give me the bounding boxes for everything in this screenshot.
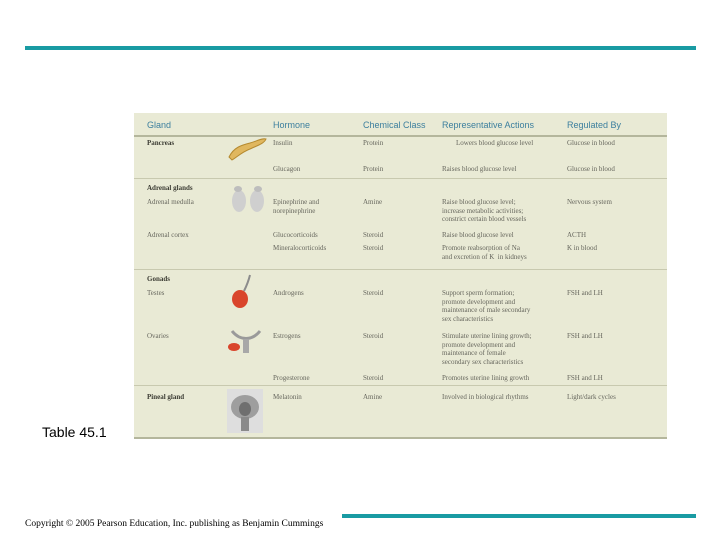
copyright-notice: Copyright © 2005 Pearson Education, Inc. publishing as Benjamin Cummings [25,519,324,529]
group-adrenal-glands: Adrenal glands [147,184,193,192]
regulated-cell: Nervous system [567,198,612,206]
class-cell: Protein [363,139,384,147]
gland-ovaries: Ovaries [147,332,169,340]
regulated-cell: FSH and LH [567,374,603,382]
header-chemical-class: Chemical Class [363,120,426,130]
action-cell: Support sperm formation; promote development and maintenance of male secondary sex characteristics [442,289,531,323]
action-cell: Involved in biological rhythms [442,393,529,401]
action-cell: Promote reabsorption of Na and excretion of K in kidneys [442,244,527,261]
pineal-gland-illustration [227,389,263,433]
action-cell: Stimulate uterine lining growth; promote development and maintenance of female secondary sex characteristics [442,332,532,366]
regulated-cell: FSH and LH [567,332,603,340]
regulated-cell: FSH and LH [567,289,603,297]
table-bottom-rule [134,437,667,439]
gland-adrenal-medulla: Adrenal medulla [147,198,194,206]
ovaries-illustration [226,325,266,359]
header-regulated-by: Regulated By [567,120,622,130]
adrenal-glands-illustration [228,183,268,217]
row-divider [134,269,667,270]
pancreas-illustration [226,133,268,161]
class-cell: Steroid [363,289,384,297]
regulated-cell: Light/dark cycles [567,393,616,401]
hormone-cell: Melatonin [273,393,302,401]
hormone-cell: Insulin [273,139,293,147]
header-gland: Gland [147,120,172,130]
row-divider [134,385,667,386]
gland-adrenal-cortex: Adrenal cortex [147,231,189,239]
bottom-accent-bar [342,514,696,518]
class-cell: Steroid [363,244,384,252]
table-caption: Table 45.1 [42,424,107,440]
top-accent-bar [25,46,696,50]
class-cell: Amine [363,198,383,206]
header-hormone: Hormone [273,120,311,130]
class-cell: Steroid [363,374,384,382]
action-cell: Raise blood glucose level [442,231,514,239]
header-rule [134,135,667,137]
regulated-cell: Glucose in blood [567,139,615,147]
testis-illustration [228,273,262,311]
class-cell: Protein [363,165,384,173]
action-cell: Raise blood glucose level; increase metabolic activities; constrict certain blood vessels [442,198,527,223]
hormone-cell: Androgens [273,289,304,297]
hormone-cell: Glucagon [273,165,301,173]
hormone-cell: Estrogens [273,332,301,340]
row-divider [134,178,667,179]
header-representative-actions: Representative Actions [442,120,535,130]
regulated-cell: ACTH [567,231,587,239]
hormone-cell: Progesterone [273,374,310,382]
action-cell: Raises blood glucose level [442,165,517,173]
endocrine-table [134,113,667,439]
hormone-cell: Glucocorticoids [273,231,318,239]
action-cell: Lowers blood glucose level [456,139,534,147]
hormone-cell: Mineralocorticoids [273,244,327,252]
hormone-cell: Epinephrine and norepinephrine [273,198,320,215]
class-cell: Steroid [363,332,384,340]
action-cell: Promotes uterine lining growth [442,374,530,382]
class-cell: Steroid [363,231,384,239]
regulated-cell: K in blood [567,244,597,252]
gland-testes: Testes [147,289,165,297]
gland-pineal: Pineal gland [147,393,185,401]
group-gonads: Gonads [147,275,170,283]
class-cell: Amine [363,393,383,401]
gland-pancreas: Pancreas [147,139,175,147]
regulated-cell: Glucose in blood [567,165,615,173]
